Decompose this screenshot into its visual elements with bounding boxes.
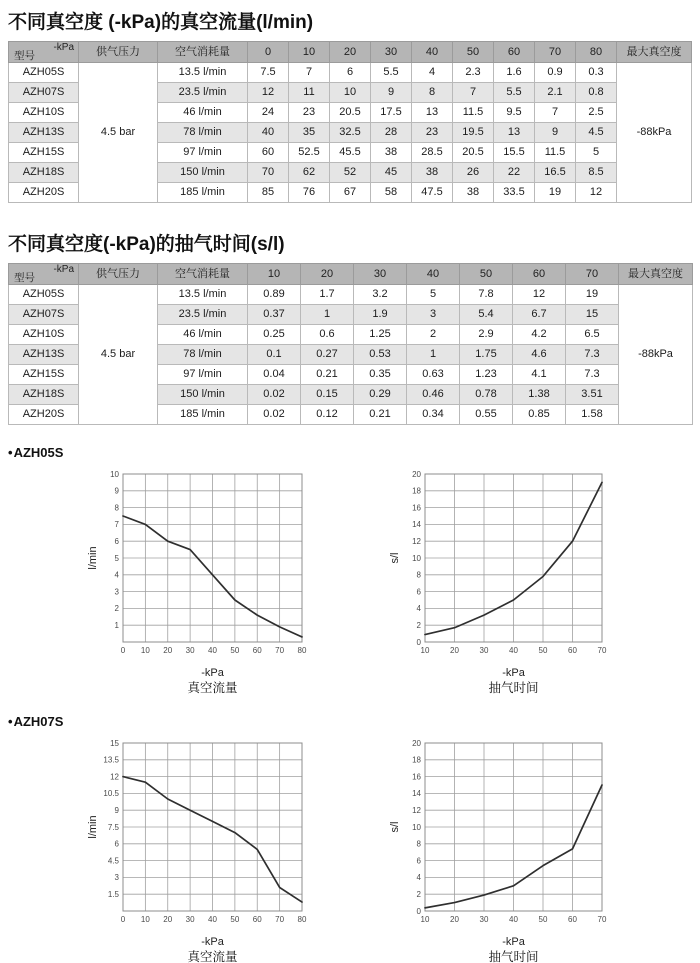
value-cell: 0.63 xyxy=(407,365,460,385)
consumption-cell: 46 l/min xyxy=(158,325,248,345)
value-cell: 7.5 xyxy=(248,63,289,83)
svg-text:70: 70 xyxy=(597,915,607,924)
value-cell: 2.1 xyxy=(535,83,576,103)
value-cell: 6.5 xyxy=(566,325,619,345)
svg-text:2: 2 xyxy=(416,621,421,630)
value-cell: 2 xyxy=(407,325,460,345)
value-cell: 76 xyxy=(289,183,330,203)
corner-kpa-label: -kPa xyxy=(53,42,74,53)
azh05s-charts-row xyxy=(8,462,700,694)
value-cell: 0.15 xyxy=(301,385,354,405)
svg-text:5: 5 xyxy=(114,553,119,563)
value-cell: 47.5 xyxy=(412,183,453,203)
value-cell: 0.8 xyxy=(576,83,617,103)
model-cell: AZH07S xyxy=(9,83,79,103)
model-cell: AZH07S xyxy=(9,305,79,325)
consumption-cell: 78 l/min xyxy=(158,345,248,365)
svg-text:20: 20 xyxy=(163,915,173,924)
model-cell: AZH13S xyxy=(9,345,79,365)
svg-text:70: 70 xyxy=(597,646,607,655)
svg-text:10: 10 xyxy=(420,646,430,655)
model-kpa-corner-cell xyxy=(9,42,79,63)
svg-text:14: 14 xyxy=(412,789,421,799)
value-cell: 4.5 xyxy=(576,123,617,143)
svg-text:10: 10 xyxy=(140,915,150,924)
svg-text:3: 3 xyxy=(114,587,119,597)
svg-text:s/l: s/l xyxy=(389,821,401,833)
value-cell: 3 xyxy=(407,305,460,325)
value-cell: 2.3 xyxy=(453,63,494,83)
value-cell: 17.5 xyxy=(371,103,412,123)
svg-text:30: 30 xyxy=(479,915,489,924)
model-cell: AZH13S xyxy=(9,123,79,143)
value-cell: 20.5 xyxy=(453,143,494,163)
value-cell: 33.5 xyxy=(494,183,535,203)
value-cell: 26 xyxy=(453,163,494,183)
vacuum-level-header: 40 xyxy=(412,42,453,63)
svg-text:12: 12 xyxy=(412,806,421,815)
value-cell: 10 xyxy=(330,83,371,103)
value-cell: 20.5 xyxy=(330,103,371,123)
value-cell: 1.7 xyxy=(301,285,354,305)
svg-text:16: 16 xyxy=(412,772,421,782)
value-cell: 85 xyxy=(248,183,289,203)
svg-text:60: 60 xyxy=(568,646,577,655)
value-cell: 11.5 xyxy=(535,143,576,163)
azh05s-flow-chart xyxy=(8,462,358,694)
svg-text:抽气时间: 抽气时间 xyxy=(488,681,539,694)
svg-text:1.5: 1.5 xyxy=(107,890,119,899)
value-cell: 0.02 xyxy=(248,405,301,425)
svg-text:8: 8 xyxy=(416,839,421,849)
value-cell: 1.75 xyxy=(460,345,513,365)
svg-text:20: 20 xyxy=(412,738,421,748)
value-cell: 0.04 xyxy=(248,365,301,385)
value-cell: 15.5 xyxy=(494,143,535,163)
value-cell: 32.5 xyxy=(330,123,371,143)
svg-text:40: 40 xyxy=(509,915,518,924)
svg-text:6: 6 xyxy=(416,587,421,597)
value-cell: 8 xyxy=(412,83,453,103)
vacuum-level-header: 40 xyxy=(407,264,460,285)
value-cell: 5.5 xyxy=(371,63,412,83)
value-cell: 28.5 xyxy=(412,143,453,163)
svg-text:50: 50 xyxy=(230,915,240,924)
model-cell: AZH05S xyxy=(9,285,79,305)
value-cell: 23 xyxy=(412,123,453,143)
svg-text:60: 60 xyxy=(252,915,262,924)
corner-kpa-label: -kPa xyxy=(53,264,74,275)
svg-text:l/min: l/min xyxy=(87,546,99,570)
azh07s-flow-chart xyxy=(8,731,358,963)
svg-text:7.5: 7.5 xyxy=(107,822,119,832)
value-cell: 0.35 xyxy=(354,365,407,385)
value-cell: 0.78 xyxy=(460,385,513,405)
vacuum-level-header: 20 xyxy=(301,264,354,285)
supply-pressure-cell: 4.5 bar xyxy=(79,63,158,203)
svg-text:8: 8 xyxy=(416,570,421,580)
value-cell: 0.25 xyxy=(248,325,301,345)
vacuum-flow-table xyxy=(8,41,692,203)
consumption-cell: 97 l/min xyxy=(158,365,248,385)
svg-text:60: 60 xyxy=(252,646,262,655)
value-cell: 9 xyxy=(535,123,576,143)
consumption-cell: 150 l/min xyxy=(158,163,248,183)
svg-text:50: 50 xyxy=(230,646,240,655)
value-cell: 7.3 xyxy=(566,365,619,385)
svg-text:0: 0 xyxy=(120,646,126,655)
vacuum-level-header: 80 xyxy=(576,42,617,63)
svg-text:9: 9 xyxy=(114,806,119,815)
value-cell: 1.9 xyxy=(354,305,407,325)
svg-text:7: 7 xyxy=(114,520,119,530)
svg-text:50: 50 xyxy=(538,646,548,655)
svg-text:70: 70 xyxy=(275,646,285,655)
model-cell: AZH18S xyxy=(9,385,79,405)
svg-text:20: 20 xyxy=(450,915,459,924)
svg-text:50: 50 xyxy=(538,915,548,924)
value-cell: 0.6 xyxy=(301,325,354,345)
section-label-azh05s xyxy=(8,445,692,460)
svg-text:-kPa: -kPa xyxy=(502,667,525,679)
svg-text:4.5: 4.5 xyxy=(107,856,119,866)
svg-text:16: 16 xyxy=(412,503,421,513)
max-vacuum-header: 最大真空度 xyxy=(617,42,692,63)
value-cell: 5.5 xyxy=(494,83,535,103)
vacuum-level-header: 30 xyxy=(371,42,412,63)
svg-text:40: 40 xyxy=(208,646,217,655)
supply-pressure-header: 供气压力 xyxy=(79,264,158,285)
model-kpa-corner-cell xyxy=(9,264,79,285)
svg-text:15: 15 xyxy=(110,738,119,748)
value-cell: 0.21 xyxy=(301,365,354,385)
svg-text:60: 60 xyxy=(568,915,577,924)
model-cell: AZH20S xyxy=(9,183,79,203)
value-cell: 3.51 xyxy=(566,385,619,405)
consumption-cell: 23.5 l/min xyxy=(158,305,248,325)
value-cell: 7 xyxy=(453,83,494,103)
corner-model-label: 型号 xyxy=(14,50,35,62)
value-cell: 4.6 xyxy=(513,345,566,365)
value-cell: 5 xyxy=(576,143,617,163)
azh05s-chart-section xyxy=(8,445,692,694)
max-vacuum-cell: -88kPa xyxy=(619,285,693,425)
value-cell: 24 xyxy=(248,103,289,123)
svg-text:8: 8 xyxy=(114,503,119,513)
svg-text:l/min: l/min xyxy=(87,815,99,839)
value-cell: 8.5 xyxy=(576,163,617,183)
section-model-label: AZH05S xyxy=(13,445,64,460)
svg-text:10: 10 xyxy=(412,553,421,563)
value-cell: 13 xyxy=(412,103,453,123)
value-cell: 5.4 xyxy=(460,305,513,325)
supply-pressure-header: 供气压力 xyxy=(79,42,158,63)
vacuum-level-header: 30 xyxy=(354,264,407,285)
svg-text:4: 4 xyxy=(416,873,421,883)
value-cell: 9.5 xyxy=(494,103,535,123)
azh07s-time-chart xyxy=(358,731,700,963)
svg-text:18: 18 xyxy=(412,755,421,765)
value-cell: 6 xyxy=(330,63,371,83)
value-cell: 0.46 xyxy=(407,385,460,405)
svg-text:2: 2 xyxy=(114,604,119,614)
air-consumption-header: 空气消耗量 xyxy=(158,42,248,63)
svg-text:3: 3 xyxy=(114,873,119,883)
supply-pressure-cell: 4.5 bar xyxy=(79,285,158,425)
value-cell: 67 xyxy=(330,183,371,203)
value-cell: 12 xyxy=(576,183,617,203)
svg-text:6: 6 xyxy=(114,537,119,546)
suction-time-table xyxy=(8,263,693,425)
svg-text:13.5: 13.5 xyxy=(103,755,119,765)
vacuum-level-header: 70 xyxy=(566,264,619,285)
svg-text:0: 0 xyxy=(416,637,421,647)
value-cell: 1.25 xyxy=(354,325,407,345)
svg-text:s/l: s/l xyxy=(389,552,401,564)
value-cell: 1.38 xyxy=(513,385,566,405)
svg-text:抽气时间: 抽气时间 xyxy=(488,950,539,963)
value-cell: 0.55 xyxy=(460,405,513,425)
value-cell: 1.58 xyxy=(566,405,619,425)
value-cell: 40 xyxy=(248,123,289,143)
svg-text:4: 4 xyxy=(114,570,119,580)
value-cell: 28 xyxy=(371,123,412,143)
model-cell: AZH15S xyxy=(9,143,79,163)
vacuum-level-header: 50 xyxy=(453,42,494,63)
value-cell: 0.12 xyxy=(301,405,354,425)
value-cell: 70 xyxy=(248,163,289,183)
svg-text:1: 1 xyxy=(114,621,119,630)
value-cell: 0.3 xyxy=(576,63,617,83)
svg-text:40: 40 xyxy=(509,646,518,655)
svg-text:40: 40 xyxy=(208,915,217,924)
value-cell: 12 xyxy=(248,83,289,103)
svg-text:4: 4 xyxy=(416,604,421,614)
vacuum-level-header: 60 xyxy=(494,42,535,63)
svg-text:2: 2 xyxy=(416,890,421,899)
svg-text:20: 20 xyxy=(163,646,173,655)
value-cell: 62 xyxy=(289,163,330,183)
value-cell: 0.21 xyxy=(354,405,407,425)
svg-text:20: 20 xyxy=(450,646,459,655)
vacuum-level-header: 0 xyxy=(248,42,289,63)
value-cell: 45.5 xyxy=(330,143,371,163)
consumption-cell: 46 l/min xyxy=(158,103,248,123)
value-cell: 23 xyxy=(289,103,330,123)
flow-table-header-row xyxy=(9,42,692,63)
vacuum-level-header: 10 xyxy=(248,264,301,285)
vacuum-level-header: 10 xyxy=(289,42,330,63)
value-cell: 1.6 xyxy=(494,63,535,83)
svg-text:14: 14 xyxy=(412,520,421,530)
svg-text:70: 70 xyxy=(275,915,285,924)
value-cell: 0.53 xyxy=(354,345,407,365)
consumption-cell: 13.5 l/min xyxy=(158,63,248,83)
svg-text:80: 80 xyxy=(297,646,307,655)
consumption-cell: 78 l/min xyxy=(158,123,248,143)
svg-text:-kPa: -kPa xyxy=(201,667,224,679)
svg-text:30: 30 xyxy=(185,646,195,655)
value-cell: 52 xyxy=(330,163,371,183)
value-cell: 7.3 xyxy=(566,345,619,365)
model-cell: AZH20S xyxy=(9,405,79,425)
svg-text:10: 10 xyxy=(420,915,430,924)
consumption-cell: 185 l/min xyxy=(158,183,248,203)
model-cell: AZH15S xyxy=(9,365,79,385)
svg-text:12: 12 xyxy=(110,772,119,782)
value-cell: 2.5 xyxy=(576,103,617,123)
svg-text:80: 80 xyxy=(297,915,307,924)
vacuum-level-header: 60 xyxy=(513,264,566,285)
consumption-cell: 150 l/min xyxy=(158,385,248,405)
svg-text:10: 10 xyxy=(110,469,119,479)
svg-text:10: 10 xyxy=(140,646,150,655)
value-cell: 0.29 xyxy=(354,385,407,405)
svg-text:10.5: 10.5 xyxy=(103,789,119,799)
value-cell: 19 xyxy=(535,183,576,203)
model-cell: AZH18S xyxy=(9,163,79,183)
value-cell: 19 xyxy=(566,285,619,305)
max-vacuum-header: 最大真空度 xyxy=(619,264,693,285)
value-cell: 4.2 xyxy=(513,325,566,345)
value-cell: 1 xyxy=(301,305,354,325)
value-cell: 13 xyxy=(494,123,535,143)
value-cell: 38 xyxy=(453,183,494,203)
value-cell: 58 xyxy=(371,183,412,203)
svg-text:10: 10 xyxy=(412,822,421,832)
value-cell: 0.89 xyxy=(248,285,301,305)
value-cell: 2.9 xyxy=(460,325,513,345)
svg-text:20: 20 xyxy=(412,469,421,479)
value-cell: 9 xyxy=(371,83,412,103)
azh07s-charts-row xyxy=(8,731,700,963)
air-consumption-header: 空气消耗量 xyxy=(158,264,248,285)
consumption-cell: 13.5 l/min xyxy=(158,285,248,305)
value-cell: 16.5 xyxy=(535,163,576,183)
value-cell: 7 xyxy=(289,63,330,83)
value-cell: 4.1 xyxy=(513,365,566,385)
value-cell: 11.5 xyxy=(453,103,494,123)
value-cell: 52.5 xyxy=(289,143,330,163)
value-cell: 4 xyxy=(412,63,453,83)
azh07s-chart-section xyxy=(8,714,692,963)
value-cell: 12 xyxy=(513,285,566,305)
svg-text:真空流量: 真空流量 xyxy=(187,950,238,963)
value-cell: 35 xyxy=(289,123,330,143)
value-cell: 60 xyxy=(248,143,289,163)
consumption-cell: 97 l/min xyxy=(158,143,248,163)
svg-text:-kPa: -kPa xyxy=(502,936,525,948)
model-cell: AZH05S xyxy=(9,63,79,83)
value-cell: 0.02 xyxy=(248,385,301,405)
value-cell: 11 xyxy=(289,83,330,103)
time-table-header-row xyxy=(9,264,693,285)
value-cell: 3.2 xyxy=(354,285,407,305)
bullet-icon: • xyxy=(8,714,13,729)
value-cell: 0.9 xyxy=(535,63,576,83)
svg-text:30: 30 xyxy=(185,915,195,924)
svg-text:9: 9 xyxy=(114,486,119,496)
section-model-label: AZH07S xyxy=(13,714,64,729)
consumption-cell: 23.5 l/min xyxy=(158,83,248,103)
svg-text:6: 6 xyxy=(114,839,119,849)
table-row xyxy=(9,285,693,305)
value-cell: 0.37 xyxy=(248,305,301,325)
consumption-cell: 185 l/min xyxy=(158,405,248,425)
model-cell: AZH10S xyxy=(9,325,79,345)
value-cell: 22 xyxy=(494,163,535,183)
vacuum-level-header: 50 xyxy=(460,264,513,285)
value-cell: 38 xyxy=(371,143,412,163)
table-row xyxy=(9,63,692,83)
value-cell: 6.7 xyxy=(513,305,566,325)
max-vacuum-cell: -88kPa xyxy=(617,63,692,203)
time-table-title: 不同真空度(-kPa)的抽气时间(s/l) xyxy=(8,234,285,255)
svg-text:18: 18 xyxy=(412,486,421,496)
value-cell: 15 xyxy=(566,305,619,325)
model-cell: AZH10S xyxy=(9,103,79,123)
value-cell: 0.1 xyxy=(248,345,301,365)
svg-text:30: 30 xyxy=(479,646,489,655)
azh05s-time-chart xyxy=(358,462,700,694)
flow-table-title: 不同真空度 (-kPa)的真空流量(l/min) xyxy=(8,12,314,33)
value-cell: 0.34 xyxy=(407,405,460,425)
value-cell: 0.27 xyxy=(301,345,354,365)
section-label-azh07s xyxy=(8,714,692,729)
corner-model-label: 型号 xyxy=(14,272,35,284)
value-cell: 5 xyxy=(407,285,460,305)
svg-text:0: 0 xyxy=(416,906,421,916)
value-cell: 1 xyxy=(407,345,460,365)
bullet-icon: • xyxy=(8,445,13,460)
value-cell: 1.23 xyxy=(460,365,513,385)
vacuum-level-header: 20 xyxy=(330,42,371,63)
svg-text:-kPa: -kPa xyxy=(201,936,224,948)
value-cell: 0.85 xyxy=(513,405,566,425)
value-cell: 7.8 xyxy=(460,285,513,305)
value-cell: 38 xyxy=(412,163,453,183)
svg-text:真空流量: 真空流量 xyxy=(187,681,238,694)
svg-text:0: 0 xyxy=(120,915,126,924)
value-cell: 7 xyxy=(535,103,576,123)
value-cell: 19.5 xyxy=(453,123,494,143)
value-cell: 45 xyxy=(371,163,412,183)
vacuum-level-header: 70 xyxy=(535,42,576,63)
svg-text:12: 12 xyxy=(412,537,421,546)
svg-text:6: 6 xyxy=(416,856,421,866)
